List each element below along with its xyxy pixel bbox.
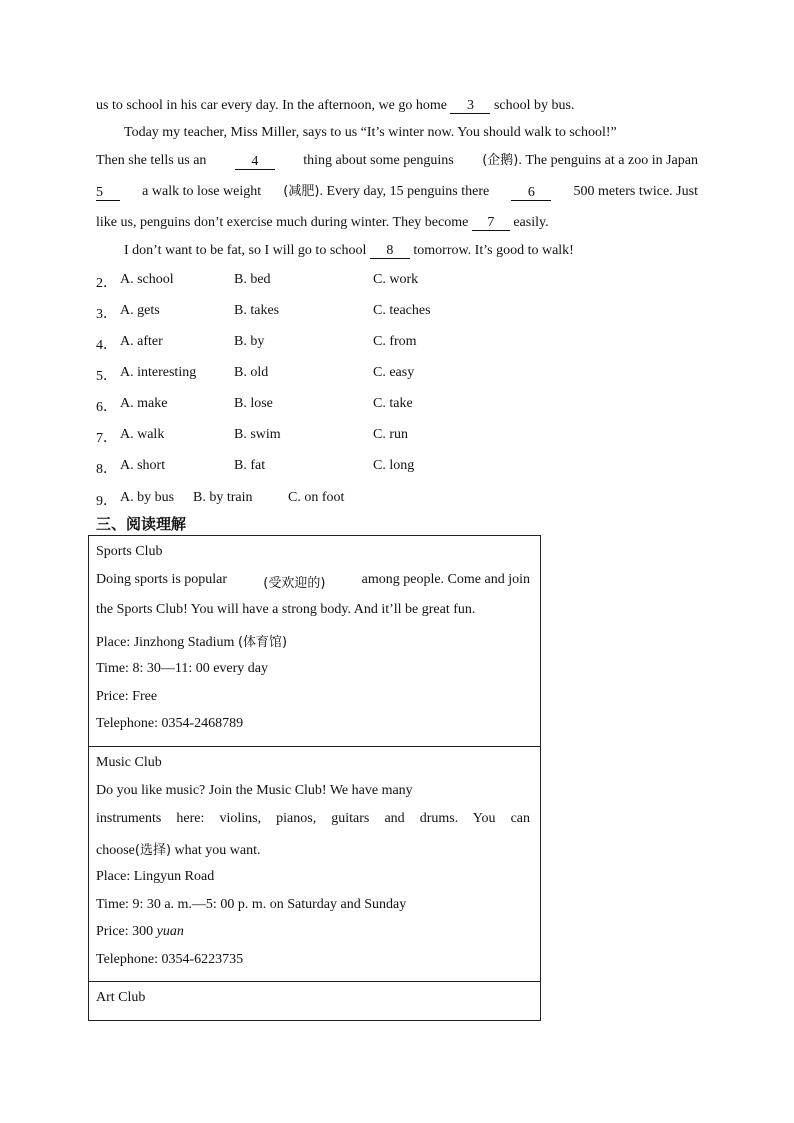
music-club-title: Music Club [96,755,162,770]
question-4: 4． A. after B. by C. from [96,334,417,353]
sports-club-time: Time: 8: 30—11: 00 every day [96,661,269,676]
blank-6: 6 [511,185,551,201]
sports-club-box [88,535,541,747]
art-club-title: Art Club [96,990,146,1005]
music-club-time: Time: 9: 30 a. m.—5: 00 p. m. on Saturday and Sunday [96,897,407,912]
question-8: 8． A. short B. fat C. long [96,458,415,477]
passage-line-2: Today my teacher, Miss Miller, says to us “It’s winter now. You should walk to school!” [124,125,617,140]
question-5: 5． A. interesting B. old C. easy [96,365,415,384]
question-2: 2． A. school B. bed C. work [96,272,419,291]
section-heading: 三、阅读理解 [96,515,187,533]
music-club-desc-3: choose(选择) what you want. [96,843,261,858]
sports-club-place: Place: Jinzhong Stadium (体育馆) [96,635,288,650]
music-club-desc-1: Do you like music? Join the Music Club! We have many [96,783,413,798]
blank-7: 7 [472,215,510,231]
music-club-place: Place: Lingyun Road [96,869,215,884]
music-club-telephone: Telephone: 0354-6223735 [96,952,244,967]
music-club-desc-2: instruments here: violins, pianos, guitars and drums. You can [96,811,530,826]
sports-club-price: Price: Free [96,689,158,704]
question-3: 3． A. gets B. takes C. teaches [96,303,431,322]
passage-line-6: I don’t want to be fat, so I will go to school 8 tomorrow. It’s good to walk! [124,243,574,258]
question-6: 6． A. make B. lose C. take [96,396,413,415]
blank-4: 4 [235,154,275,170]
sports-club-desc-2: the Sports Club! You will have a strong body. And it’ll be great fun. [96,602,476,617]
blank-5: 5 [96,185,120,201]
art-club-box [88,981,541,1021]
music-club-box [88,746,541,982]
passage-line-4: 5 a walk to lose weight (减肥). Every day, 15 penguins there 6 500 meters twice. Just [96,184,698,200]
passage-line-1: us to school in his car every day. In the afternoon, we go home 3 school by bus. [96,98,575,113]
sports-club-desc-1: Doing sports is popular (受欢迎的) among people. Come and join [96,572,530,591]
blank-8: 8 [370,243,410,259]
music-club-price: Price: 300 yuan [96,924,184,939]
passage-line-5: like us, penguins don’t exercise much during winter. They become 7 easily. [96,215,549,230]
sports-club-telephone: Telephone: 0354-2468789 [96,716,244,731]
sports-club-title: Sports Club [96,544,163,559]
blank-3: 3 [450,98,490,114]
question-7: 7． A. walk B. swim C. run [96,427,408,446]
passage-line-3: Then she tells us an 4 thing about some penguins (企鹅). The penguins at a zoo in Japan [96,153,698,169]
question-9: 9． A. by bus B. by train C. on foot [96,490,345,509]
